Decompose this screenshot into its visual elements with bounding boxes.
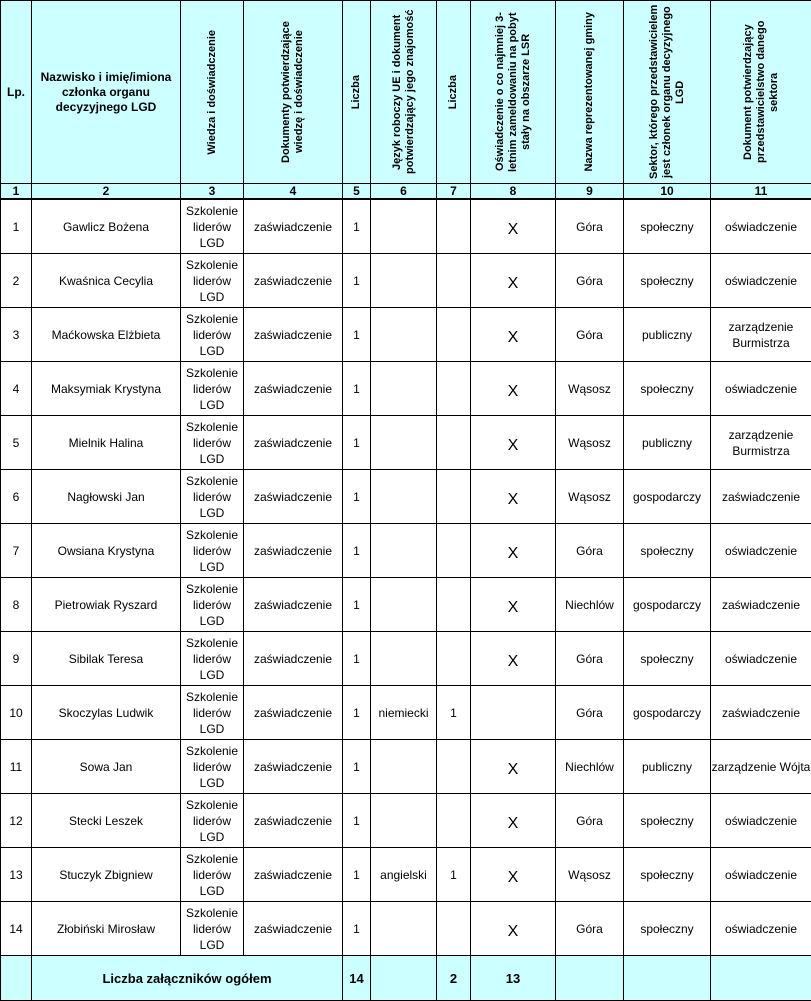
cell-liczba: 1 <box>343 362 371 416</box>
cell-dokument-sektor: oświadczenie <box>711 902 811 956</box>
cell-sektor: społeczny <box>624 632 711 686</box>
cell-dokument-sektor: oświadczenie <box>711 794 811 848</box>
cell-dokumenty: zaświadczenie <box>244 740 343 794</box>
cell-oswiadczenie: X <box>471 470 556 524</box>
header-row <box>1 1 811 184</box>
table-row <box>1 199 811 254</box>
cell-sektor: społeczny <box>624 524 711 578</box>
cell-gmina: Góra <box>556 199 624 254</box>
cell-wiedza: Szkolenie liderów LGD <box>181 254 244 308</box>
header-name <box>32 1 181 184</box>
cell-gmina: Wąsosz <box>556 848 624 902</box>
cell-lp: 8 <box>1 578 32 632</box>
cell-gmina: Góra <box>556 632 624 686</box>
cell-dokumenty: zaświadczenie <box>244 362 343 416</box>
cell-jezyk <box>371 524 437 578</box>
cell-liczba: 1 <box>343 308 371 362</box>
header-gmina <box>556 1 624 184</box>
column-number: 7 <box>437 184 471 200</box>
cell-oswiadczenie: X <box>471 632 556 686</box>
header-name-text: Nazwisko i imię/imiona członka organu decyzyjnego LGD <box>32 70 180 115</box>
cell-oswiadczenie: X <box>471 362 556 416</box>
cell-dokumenty: zaświadczenie <box>244 199 343 254</box>
cell-dokumenty: zaświadczenie <box>244 848 343 902</box>
cell-liczba: 1 <box>343 416 371 470</box>
cell-gmina: Wąsosz <box>556 362 624 416</box>
cell-wiedza: Szkolenie liderów LGD <box>181 794 244 848</box>
cell-jezyk <box>371 308 437 362</box>
header-dokumenty-text: Dokumenty potwierdzające wiedzę i doświadczenie <box>280 4 306 180</box>
cell-gmina: Góra <box>556 308 624 362</box>
cell-lp: 2 <box>1 254 32 308</box>
cell-lp: 1 <box>1 199 32 254</box>
cell-name: Owsiana Krystyna <box>32 524 181 578</box>
table-row <box>1 632 811 686</box>
table-row <box>1 254 811 308</box>
cell-jezyk <box>371 470 437 524</box>
cell-lp: 12 <box>1 794 32 848</box>
cell-liczba: 1 <box>343 740 371 794</box>
cell-dokument-sektor: oświadczenie <box>711 848 811 902</box>
cell-lp: 14 <box>1 902 32 956</box>
cell-gmina: Niechlów <box>556 578 624 632</box>
cell-dokument-sektor: zaświadczenie <box>711 470 811 524</box>
cell-gmina: Góra <box>556 902 624 956</box>
cell-name: Sibilak Teresa <box>32 632 181 686</box>
cell-name: Skoczylas Ludwik <box>32 686 181 740</box>
header-sektor <box>624 1 711 184</box>
cell-oswiadczenie: X <box>471 902 556 956</box>
cell-sektor: publiczny <box>624 416 711 470</box>
cell-liczba: 1 <box>343 902 371 956</box>
cell-dokument-sektor: zarządzenie Wójta <box>711 740 811 794</box>
cell-liczba: 1 <box>343 470 371 524</box>
cell-dokumenty: zaświadczenie <box>244 686 343 740</box>
cell-wiedza: Szkolenie liderów LGD <box>181 848 244 902</box>
column-number: 2 <box>32 184 181 200</box>
cell-lp: 13 <box>1 848 32 902</box>
cell-gmina: Wąsosz <box>556 416 624 470</box>
cell-jezyk <box>371 254 437 308</box>
table-row <box>1 902 811 956</box>
cell-liczba2 <box>437 308 471 362</box>
cell-liczba2 <box>437 470 471 524</box>
table-row <box>1 470 811 524</box>
cell-oswiadczenie: X <box>471 254 556 308</box>
column-number: 5 <box>343 184 371 200</box>
header-dokument-sektor-text: Dokument potwierdzający przedstawicielstwo danego sektora <box>742 4 781 180</box>
cell-dokumenty: zaświadczenie <box>244 416 343 470</box>
cell-oswiadczenie <box>471 686 556 740</box>
cell-sektor: społeczny <box>624 362 711 416</box>
cell-sektor: gospodarczy <box>624 686 711 740</box>
cell-sektor: społeczny <box>624 199 711 254</box>
cell-liczba2 <box>437 740 471 794</box>
cell-dokumenty: zaświadczenie <box>244 578 343 632</box>
cell-wiedza: Szkolenie liderów LGD <box>181 686 244 740</box>
cell-sektor: publiczny <box>624 308 711 362</box>
cell-sektor: społeczny <box>624 848 711 902</box>
header-liczba2-text: Liczba <box>447 75 460 109</box>
cell-oswiadczenie: X <box>471 199 556 254</box>
cell-dokument-sektor: zaświadczenie <box>711 578 811 632</box>
cell-name: Maksymiak Krystyna <box>32 362 181 416</box>
header-wiedza <box>181 1 244 184</box>
header-dokument-sektor <box>711 1 811 184</box>
cell-wiedza: Szkolenie liderów LGD <box>181 308 244 362</box>
cell-liczba: 1 <box>343 794 371 848</box>
cell-wiedza: Szkolenie liderów LGD <box>181 470 244 524</box>
cell-liczba2 <box>437 578 471 632</box>
cell-lp: 7 <box>1 524 32 578</box>
cell-wiedza: Szkolenie liderów LGD <box>181 632 244 686</box>
cell-lp: 5 <box>1 416 32 470</box>
column-number: 11 <box>711 184 811 200</box>
cell-name: Nagłowski Jan <box>32 470 181 524</box>
cell-gmina: Góra <box>556 686 624 740</box>
table-row <box>1 524 811 578</box>
cell-liczba2 <box>437 902 471 956</box>
cell-liczba: 1 <box>343 524 371 578</box>
cell-sektor: gospodarczy <box>624 578 711 632</box>
cell-name: Gawlicz Bożena <box>32 199 181 254</box>
cell-name: Mielnik Halina <box>32 416 181 470</box>
header-liczba-text: Liczba <box>350 75 363 109</box>
cell-gmina: Góra <box>556 794 624 848</box>
cell-wiedza: Szkolenie liderów LGD <box>181 416 244 470</box>
cell-liczba2 <box>437 416 471 470</box>
cell-gmina: Góra <box>556 254 624 308</box>
cell-dokument-sektor: oświadczenie <box>711 362 811 416</box>
cell-lp: 11 <box>1 740 32 794</box>
cell-lp: 9 <box>1 632 32 686</box>
cell-dokument-sektor: oświadczenie <box>711 632 811 686</box>
totals-oswiadczenie: 13 <box>471 956 556 1001</box>
header-jezyk-text: Język roboczy UE i dokument potwierdzający jego znajomość <box>391 4 417 180</box>
table-row <box>1 578 811 632</box>
cell-dokumenty: zaświadczenie <box>244 254 343 308</box>
header-oswiadczenie-text: Oświadczenie o co najmniej 3-letnim zameldowaniu na pobyt stały na obszarze LSR <box>494 4 533 180</box>
cell-liczba: 1 <box>343 632 371 686</box>
header-sektor-text: Sektor, którego przedstawicielem jest członek organu decyzyjnego LGD <box>648 4 687 180</box>
totals-liczba2: 2 <box>437 956 471 1001</box>
cell-gmina: Wąsosz <box>556 470 624 524</box>
header-lp: Lp. <box>1 1 32 184</box>
cell-sektor: publiczny <box>624 740 711 794</box>
cell-jezyk: angielski <box>371 848 437 902</box>
column-number: 3 <box>181 184 244 200</box>
column-number: 9 <box>556 184 624 200</box>
totals-blank <box>624 956 711 1001</box>
table-row <box>1 308 811 362</box>
totals-blank <box>371 956 437 1001</box>
cell-lp: 4 <box>1 362 32 416</box>
header-liczba2 <box>437 1 471 184</box>
cell-dokument-sektor: zarządzenie Burmistrza <box>711 308 811 362</box>
cell-jezyk <box>371 362 437 416</box>
cell-wiedza: Szkolenie liderów LGD <box>181 578 244 632</box>
table-row <box>1 416 811 470</box>
cell-dokument-sektor: oświadczenie <box>711 254 811 308</box>
cell-jezyk <box>371 632 437 686</box>
header-gmina-text: Nazwa reprezentowanej gminy <box>583 12 596 172</box>
totals-blank <box>556 956 624 1001</box>
cell-oswiadczenie: X <box>471 578 556 632</box>
cell-name: Maćkowska Elżbieta <box>32 308 181 362</box>
cell-name: Pietrowiak Ryszard <box>32 578 181 632</box>
cell-dokumenty: zaświadczenie <box>244 632 343 686</box>
totals-row <box>1 956 811 1001</box>
table-body <box>1 199 811 956</box>
column-number: 8 <box>471 184 556 200</box>
cell-liczba2 <box>437 524 471 578</box>
cell-dokumenty: zaświadczenie <box>244 794 343 848</box>
cell-jezyk: niemiecki <box>371 686 437 740</box>
table-row <box>1 686 811 740</box>
header-liczba <box>343 1 371 184</box>
cell-name: Stecki Leszek <box>32 794 181 848</box>
cell-dokument-sektor: oświadczenie <box>711 524 811 578</box>
cell-jezyk <box>371 794 437 848</box>
cell-liczba: 1 <box>343 848 371 902</box>
header-jezyk <box>371 1 437 184</box>
cell-jezyk <box>371 416 437 470</box>
column-number-row <box>1 184 811 200</box>
header-oswiadczenie <box>471 1 556 184</box>
totals-liczba: 14 <box>343 956 371 1001</box>
cell-oswiadczenie: X <box>471 848 556 902</box>
cell-liczba2 <box>437 254 471 308</box>
cell-dokument-sektor: oświadczenie <box>711 199 811 254</box>
cell-liczba: 1 <box>343 254 371 308</box>
column-number: 6 <box>371 184 437 200</box>
cell-wiedza: Szkolenie liderów LGD <box>181 740 244 794</box>
cell-name: Kwaśnica Cecylia <box>32 254 181 308</box>
cell-liczba: 1 <box>343 199 371 254</box>
column-number: 1 <box>1 184 32 200</box>
cell-wiedza: Szkolenie liderów LGD <box>181 902 244 956</box>
cell-lp: 3 <box>1 308 32 362</box>
cell-dokumenty: zaświadczenie <box>244 524 343 578</box>
cell-wiedza: Szkolenie liderów LGD <box>181 362 244 416</box>
table-row <box>1 362 811 416</box>
cell-jezyk <box>371 740 437 794</box>
cell-dokumenty: zaświadczenie <box>244 470 343 524</box>
cell-dokumenty: zaświadczenie <box>244 308 343 362</box>
cell-dokument-sektor: zaświadczenie <box>711 686 811 740</box>
cell-oswiadczenie: X <box>471 416 556 470</box>
cell-dokumenty: zaświadczenie <box>244 902 343 956</box>
cell-liczba: 1 <box>343 578 371 632</box>
table-row <box>1 740 811 794</box>
column-number: 10 <box>624 184 711 200</box>
header-wiedza-text: Wiedza i doświadczenie <box>206 30 219 155</box>
cell-sektor: społeczny <box>624 794 711 848</box>
cell-oswiadczenie: X <box>471 308 556 362</box>
totals-label: Liczba załączników ogółem <box>32 956 343 1001</box>
cell-jezyk <box>371 578 437 632</box>
cell-sektor: społeczny <box>624 902 711 956</box>
cell-liczba: 1 <box>343 686 371 740</box>
cell-oswiadczenie: X <box>471 740 556 794</box>
cell-wiedza: Szkolenie liderów LGD <box>181 199 244 254</box>
cell-liczba2: 1 <box>437 686 471 740</box>
cell-sektor: społeczny <box>624 254 711 308</box>
table-row <box>1 848 811 902</box>
cell-gmina: Góra <box>556 524 624 578</box>
cell-lp: 10 <box>1 686 32 740</box>
cell-liczba2 <box>437 632 471 686</box>
cell-liczba2 <box>437 362 471 416</box>
cell-wiedza: Szkolenie liderów LGD <box>181 524 244 578</box>
totals-blank <box>711 956 811 1001</box>
totals-blank <box>1 956 32 1001</box>
cell-liczba2 <box>437 794 471 848</box>
cell-name: Stuczyk Zbigniew <box>32 848 181 902</box>
cell-jezyk <box>371 199 437 254</box>
cell-dokument-sektor: zarządzenie Burmistrza <box>711 416 811 470</box>
cell-liczba2 <box>437 199 471 254</box>
table-row <box>1 794 811 848</box>
cell-oswiadczenie: X <box>471 794 556 848</box>
cell-name: Sowa Jan <box>32 740 181 794</box>
cell-lp: 6 <box>1 470 32 524</box>
cell-sektor: gospodarczy <box>624 470 711 524</box>
cell-oswiadczenie: X <box>471 524 556 578</box>
cell-jezyk <box>371 902 437 956</box>
column-number: 4 <box>244 184 343 200</box>
header-dokumenty <box>244 1 343 184</box>
cell-name: Złobiński Mirosław <box>32 902 181 956</box>
cell-gmina: Niechlów <box>556 740 624 794</box>
cell-liczba2: 1 <box>437 848 471 902</box>
